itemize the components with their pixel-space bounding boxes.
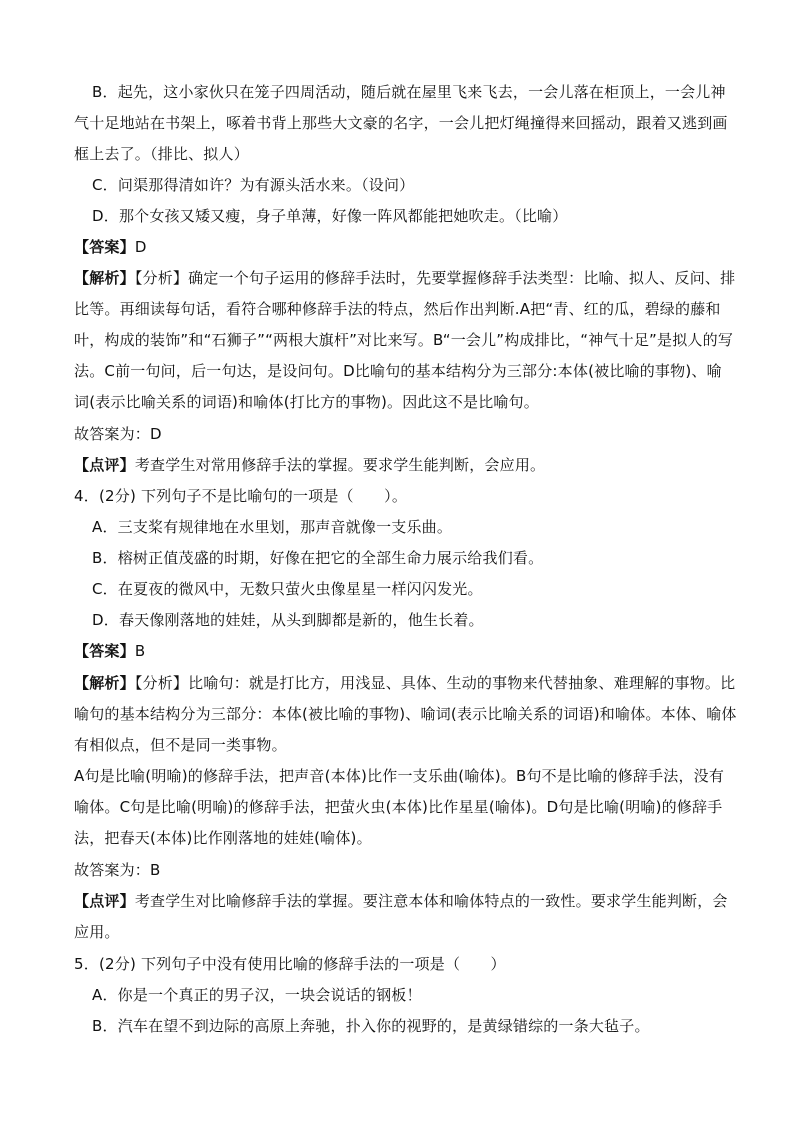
answer-value: D xyxy=(134,238,147,256)
analysis-label: 【解析】 xyxy=(74,269,135,287)
q4-analysis-line-6: 法，把春天(本体)比作刚落地的娃娃(喻体)。 xyxy=(74,829,372,847)
q4-answer-line xyxy=(74,641,724,661)
option-c: C．问渠那得清如许？为有源头活水来。（设问） xyxy=(92,176,415,194)
conclusion: 故答案为：D xyxy=(74,425,162,443)
answer-line xyxy=(74,237,724,257)
q4-comment-line-2: 应用。 xyxy=(74,923,120,941)
q4-option-a: A．三支桨有规律地在水里划，那声音就像一支乐曲。 xyxy=(92,518,453,536)
q4-stem: 4．(2分) 下列句子不是比喻句的一项是（ ）。 xyxy=(74,487,408,505)
analysis-line-5: 词(表示比喻关系的词语)和喻体(打比方的事物)。因此这不是比喻句。 xyxy=(74,393,540,411)
q4-analysis-line-4: A句是比喻(明喻)的修辞手法，把声音(本体)比作一支乐曲(喻体)。B句不是比喻的修辞手法，没有 xyxy=(74,767,725,785)
q4-analysis-line-5: 喻体。C句是比喻(明喻)的修辞手法，把萤火虫(本体)比作星星(喻体)。D句是比喻(明喻)的修辞手 xyxy=(74,798,723,816)
q4-analysis-label: 【解析】 xyxy=(74,674,135,692)
q5-stem: 5．(2分) 下列句子中没有使用比喻的修辞手法的一项是（ ） xyxy=(74,955,506,973)
q5-option-a: A．你是一个真正的男子汉，一块会说话的钢板！ xyxy=(92,986,422,1004)
q4-conclusion: 故答案为：B xyxy=(74,861,161,879)
option-b-line-1: B．起先，这小家伙只在笼子四周活动，随后就在屋里飞来飞去，一会儿落在柜顶上，一会儿神 xyxy=(92,83,726,101)
comment-label: 【点评】 xyxy=(74,456,135,474)
q5-option-b: B．汽车在望不到边际的高原上奔驰，扑入你的视野的，是黄绿错综的一条大毡子。 xyxy=(92,1017,650,1035)
q4-comment-label: 【点评】 xyxy=(74,892,135,910)
analysis-line-1: 【解析】【分析】确定一个句子运用的修辞手法时，先要掌握修辞手法类型：比喻、拟人、反问、排 xyxy=(74,269,736,287)
q4-analysis-line-2: 喻句的基本结构分为三部分：本体(被比喻的事物)、喻词(表示比喻关系的词语)和喻体。本体、喻体 xyxy=(74,705,737,723)
q4-comment-line-1: 【点评】考查学生对比喻修辞手法的掌握。要注意本体和喻体特点的一致性。要求学生能判断，会 xyxy=(74,892,728,910)
q4-analysis-line-1: 【解析】【分析】比喻句：就是打比方，用浅显、具体、生动的事物来代替抽象、难理解的事物。比 xyxy=(74,674,736,692)
answer-label: 【答案】 xyxy=(74,238,135,256)
q4-option-c: C．在夏夜的微风中，无数只萤火虫像星星一样闪闪发光。 xyxy=(92,580,483,598)
q4-option-b: B．榕树正值茂盛的时期，好像在把它的全部生命力展示给我们看。 xyxy=(92,549,544,567)
option-b-line-2: 气十足地站在书架上，啄着书背上那些大文豪的名字，一会儿把灯绳撞得来回摇动，跟着又逃到画 xyxy=(74,114,728,132)
comment-line-1: 【点评】考查学生对常用修辞手法的掌握。要求学生能判断，会应用。 xyxy=(74,456,546,474)
analysis-line-4: 法。C前一句问，后一句达，是设问句。D比喻句的基本结构分为三部分:本体(被比喻的事物)、喻 xyxy=(74,362,722,380)
analysis-line-3: 叶，构成的装饰”和“石狮子”“两根大旗杆”对比来写。B“一会儿”构成排比，“神气十足”是拟人的写 xyxy=(74,331,734,349)
analysis-line-2: 比等。再细读每句话，看符合哪种修辞手法的特点，然后作出判断.A把“青、红的瓜，碧绿的藤和 xyxy=(74,300,721,318)
q4-option-d: D．春天像刚落地的娃娃，从头到脚都是新的，他生长着。 xyxy=(92,611,484,629)
q4-answer-label: 【答案】 xyxy=(74,642,135,660)
q4-answer-value: B xyxy=(134,642,146,660)
option-b-line-3: 框上去了。（排比、拟人） xyxy=(74,145,249,163)
option-d: D．那个女孩又矮又瘦，身子单薄，好像一阵风都能把她吹走。（比喻） xyxy=(92,207,568,225)
q4-analysis-line-3: 有相似点，但不是同一类事物。 xyxy=(74,736,287,754)
